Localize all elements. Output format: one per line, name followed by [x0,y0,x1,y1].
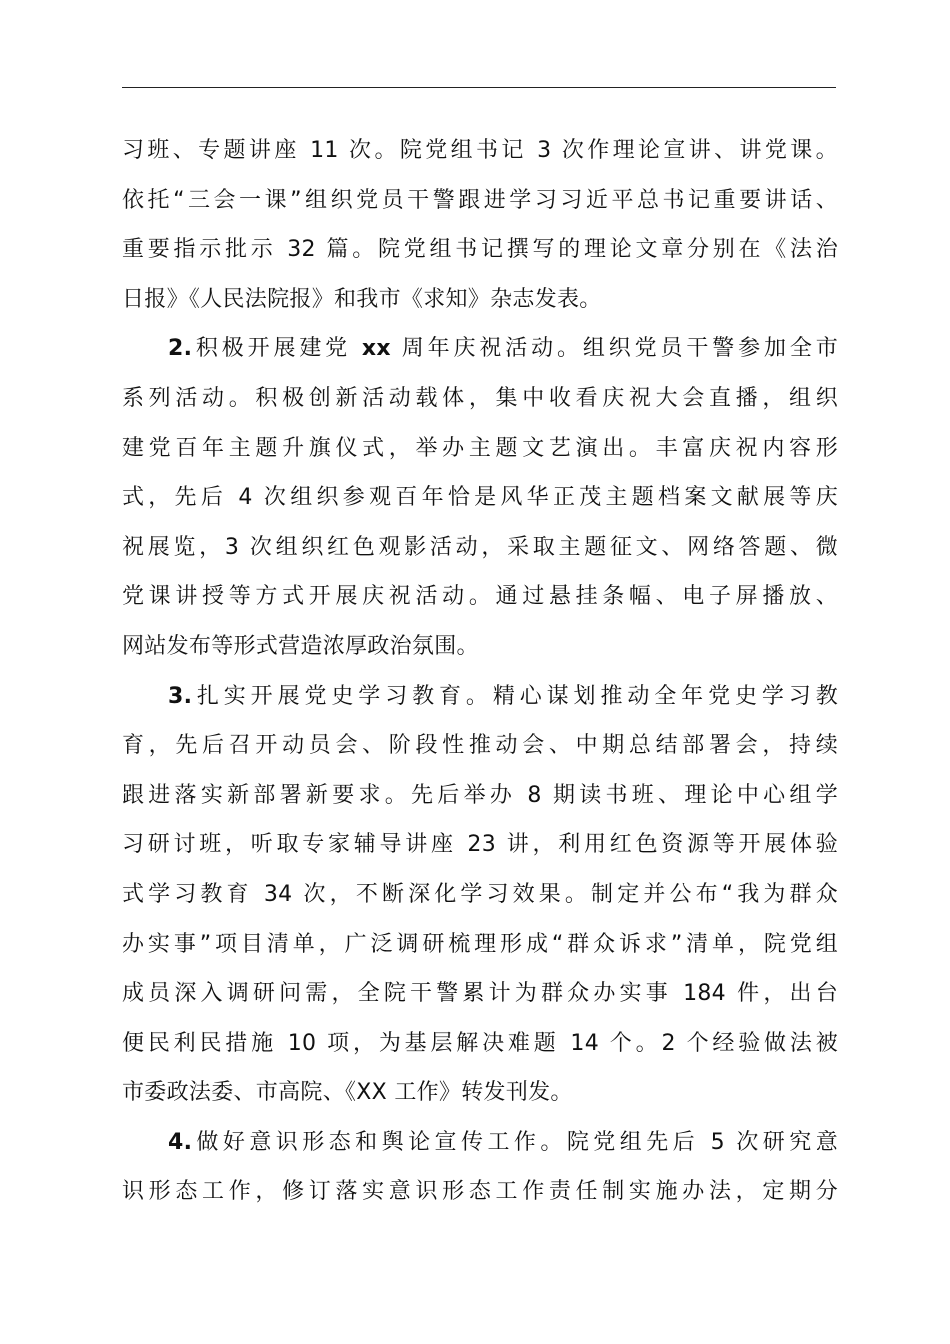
text-line: 依托“三会一课”组织党员干警跟进学习习近平总书记重要讲话、 [122,187,838,213]
section-2-heading-line [122,324,838,374]
text-line: 跟进落实新部署新要求。先后举办 8 期读书班、理论中心组学 [122,782,838,808]
document-body [122,126,838,1217]
text-line: 育，先后召开动员会、阶段性推动会、中期总结部署会，持续 [122,733,838,759]
section-2-heading-b: 周年庆祝活动。组织党员干警参加全市 [390,336,838,362]
text-line: 建党百年主题升旗仪式，举办主题文艺演出。丰富庆祝内容形 [122,435,838,461]
section-3-heading: 扎实开展党史学习教育。精心谋划推动全年党史学习教 [192,683,838,709]
text-line: 识形态工作，修订落实意识形态工作责任制实施办法，定期分 [122,1179,838,1205]
text-line: 祝展览，3 次组织红色观影活动，采取主题征文、网络答题、微 [122,534,838,560]
text-line: 党课讲授等方式开展庆祝活动。通过悬挂条幅、电子屏播放、 [122,584,838,610]
text-line: 习班、专题讲座 11 次。院党组书记 3 次作理论宣讲、讲党课。 [122,138,838,163]
section-2-number: 2. [168,336,193,362]
section-2-heading-a: 积极开展建党 [192,336,362,362]
text-line: 式，先后 4 次组织参观百年恰是风华正茂主题档案文献展等庆 [122,485,838,511]
text-line: 习研讨班，听取专家辅导讲座 23 讲，利用红色资源等开展体验 [122,832,838,858]
header-rule [122,87,836,88]
section-4-heading: 做好意识形态和舆论宣传工作。院党组先后 5 次研究意 [192,1129,838,1155]
section-2-heading-bold: xx [361,336,391,362]
text-line: 重要指示批示 32 篇。院党组书记撰写的理论文章分别在《法治 [122,237,838,263]
section-4-heading-line [122,1118,838,1168]
text-line: 市委政法委、市高院、《XX 工作》转发刊发。 [122,1080,573,1106]
section-4-number: 4. [168,1129,193,1155]
text-line: 式学习教育 34 次，不断深化学习效果。制定并公布“我为群众 [122,881,838,907]
text-line: 日报》《人民法院报》和我市《求知》杂志发表。 [122,286,602,312]
text-line: 成员深入调研问需，全院干警累计为群众办实事 184 件，出台 [122,981,838,1007]
text-line: 办实事”项目清单，广泛调研梳理形成“群众诉求”清单，院党组 [122,931,838,957]
section-3-number: 3. [168,683,193,709]
section-3-heading-line [122,672,838,722]
text-line: 便民利民措施 10 项，为基层解决难题 14 个。2 个经验做法被 [122,1030,838,1056]
text-line: 系列活动。积极创新活动载体，集中收看庆祝大会直播，组织 [122,385,838,411]
text-line: 网站发布等形式营造浓厚政治氛围。 [122,633,479,659]
